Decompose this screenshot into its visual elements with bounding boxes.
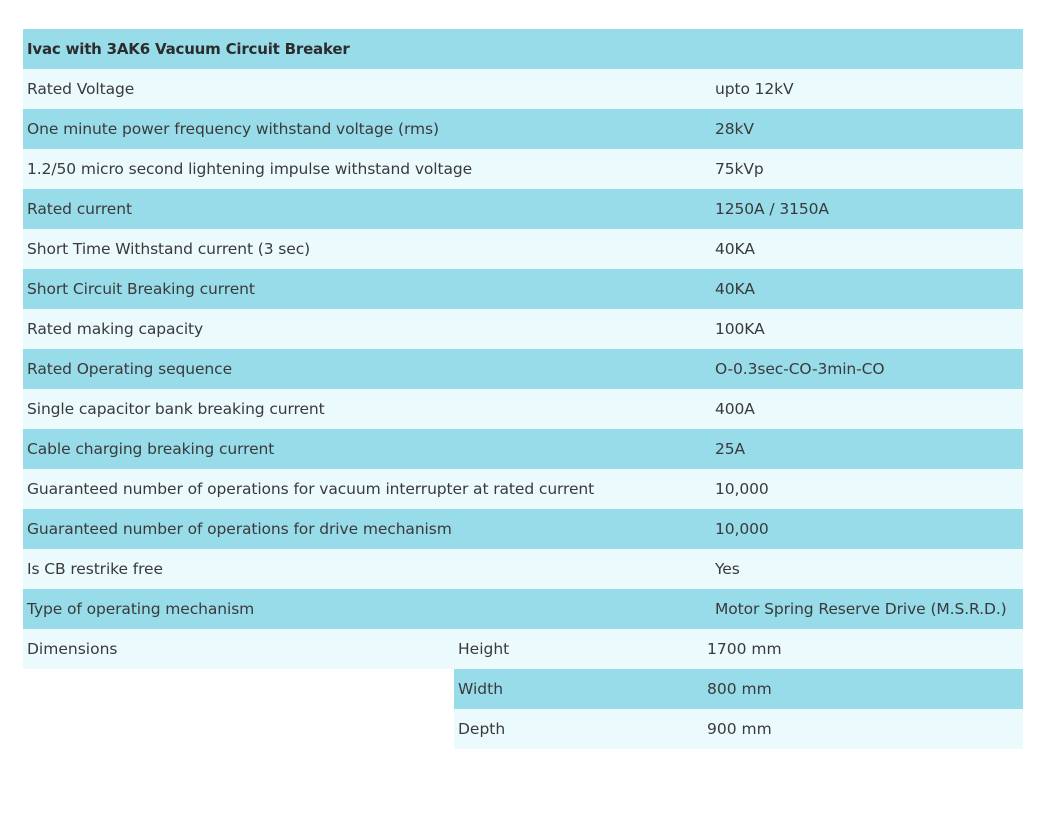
row-value: 10,000 (715, 480, 769, 498)
table-row (23, 109, 1023, 149)
row-value: upto 12kV (715, 80, 794, 98)
dimensions-label-cell (23, 629, 454, 669)
row-value: 28kV (715, 120, 754, 138)
row-label: Rated Voltage (27, 80, 135, 98)
row-value: 40KA (715, 240, 755, 258)
table-row (23, 229, 1023, 269)
row-label: Type of operating mechanism (27, 600, 255, 618)
row-label: Rated Operating sequence (27, 360, 233, 378)
dimension-value: 900 mm (707, 720, 772, 738)
row-value: 10,000 (715, 520, 769, 538)
table-row (23, 389, 1023, 429)
table-row (23, 429, 1023, 469)
row-label: Cable charging breaking current (27, 440, 275, 458)
table-row (23, 69, 1023, 109)
table-row (23, 149, 1023, 189)
row-label: Rated current (27, 200, 132, 218)
row-label: Short Time Withstand current (3 sec) (27, 240, 311, 258)
table-row (23, 469, 1023, 509)
dimension-row-depth (454, 709, 1023, 749)
row-value: 100KA (715, 320, 765, 338)
row-value: 25A (715, 440, 746, 458)
table-row (23, 549, 1023, 589)
table-row (23, 269, 1023, 309)
row-label: Rated making capacity (27, 320, 204, 338)
dimension-name: Depth (458, 720, 506, 738)
table-row (23, 509, 1023, 549)
row-label: Single capacitor bank breaking current (27, 400, 325, 418)
row-value: Yes (715, 560, 740, 578)
row-value: 1250A / 3150A (715, 200, 829, 218)
row-value: Motor Spring Reserve Drive (M.S.R.D.) (715, 600, 1007, 618)
dimension-row-height (454, 629, 1023, 669)
table-row (23, 309, 1023, 349)
table-title: Ivac with 3AK6 Vacuum Circuit Breaker (23, 29, 1023, 69)
dimension-value: 800 mm (707, 680, 772, 698)
row-label: Is CB restrike free (27, 560, 163, 578)
dimension-name: Width (458, 680, 504, 698)
table-row (23, 589, 1023, 629)
row-value: 400A (715, 400, 755, 418)
row-label: Short Circuit Breaking current (27, 280, 255, 298)
dimensions-label: Dimensions (27, 640, 118, 658)
spec-table (23, 29, 1023, 749)
dimensions-block (23, 629, 1023, 749)
row-label: Guaranteed number of operations for vacuum interrupter at rated current (27, 480, 595, 498)
dimension-value: 1700 mm (707, 640, 782, 658)
dimension-row-width (454, 669, 1023, 709)
row-value: 75kVp (715, 160, 764, 178)
row-value: 40KA (715, 280, 755, 298)
row-label: 1.2/50 micro second lightening impulse withstand voltage (27, 160, 473, 178)
table-row (23, 349, 1023, 389)
row-value: O-0.3sec-CO-3min-CO (715, 360, 885, 378)
row-label: Guaranteed number of operations for drive mechanism (27, 520, 452, 538)
row-label: One minute power frequency withstand voltage (rms) (27, 120, 439, 138)
table-row (23, 189, 1023, 229)
dimension-name: Height (458, 640, 510, 658)
